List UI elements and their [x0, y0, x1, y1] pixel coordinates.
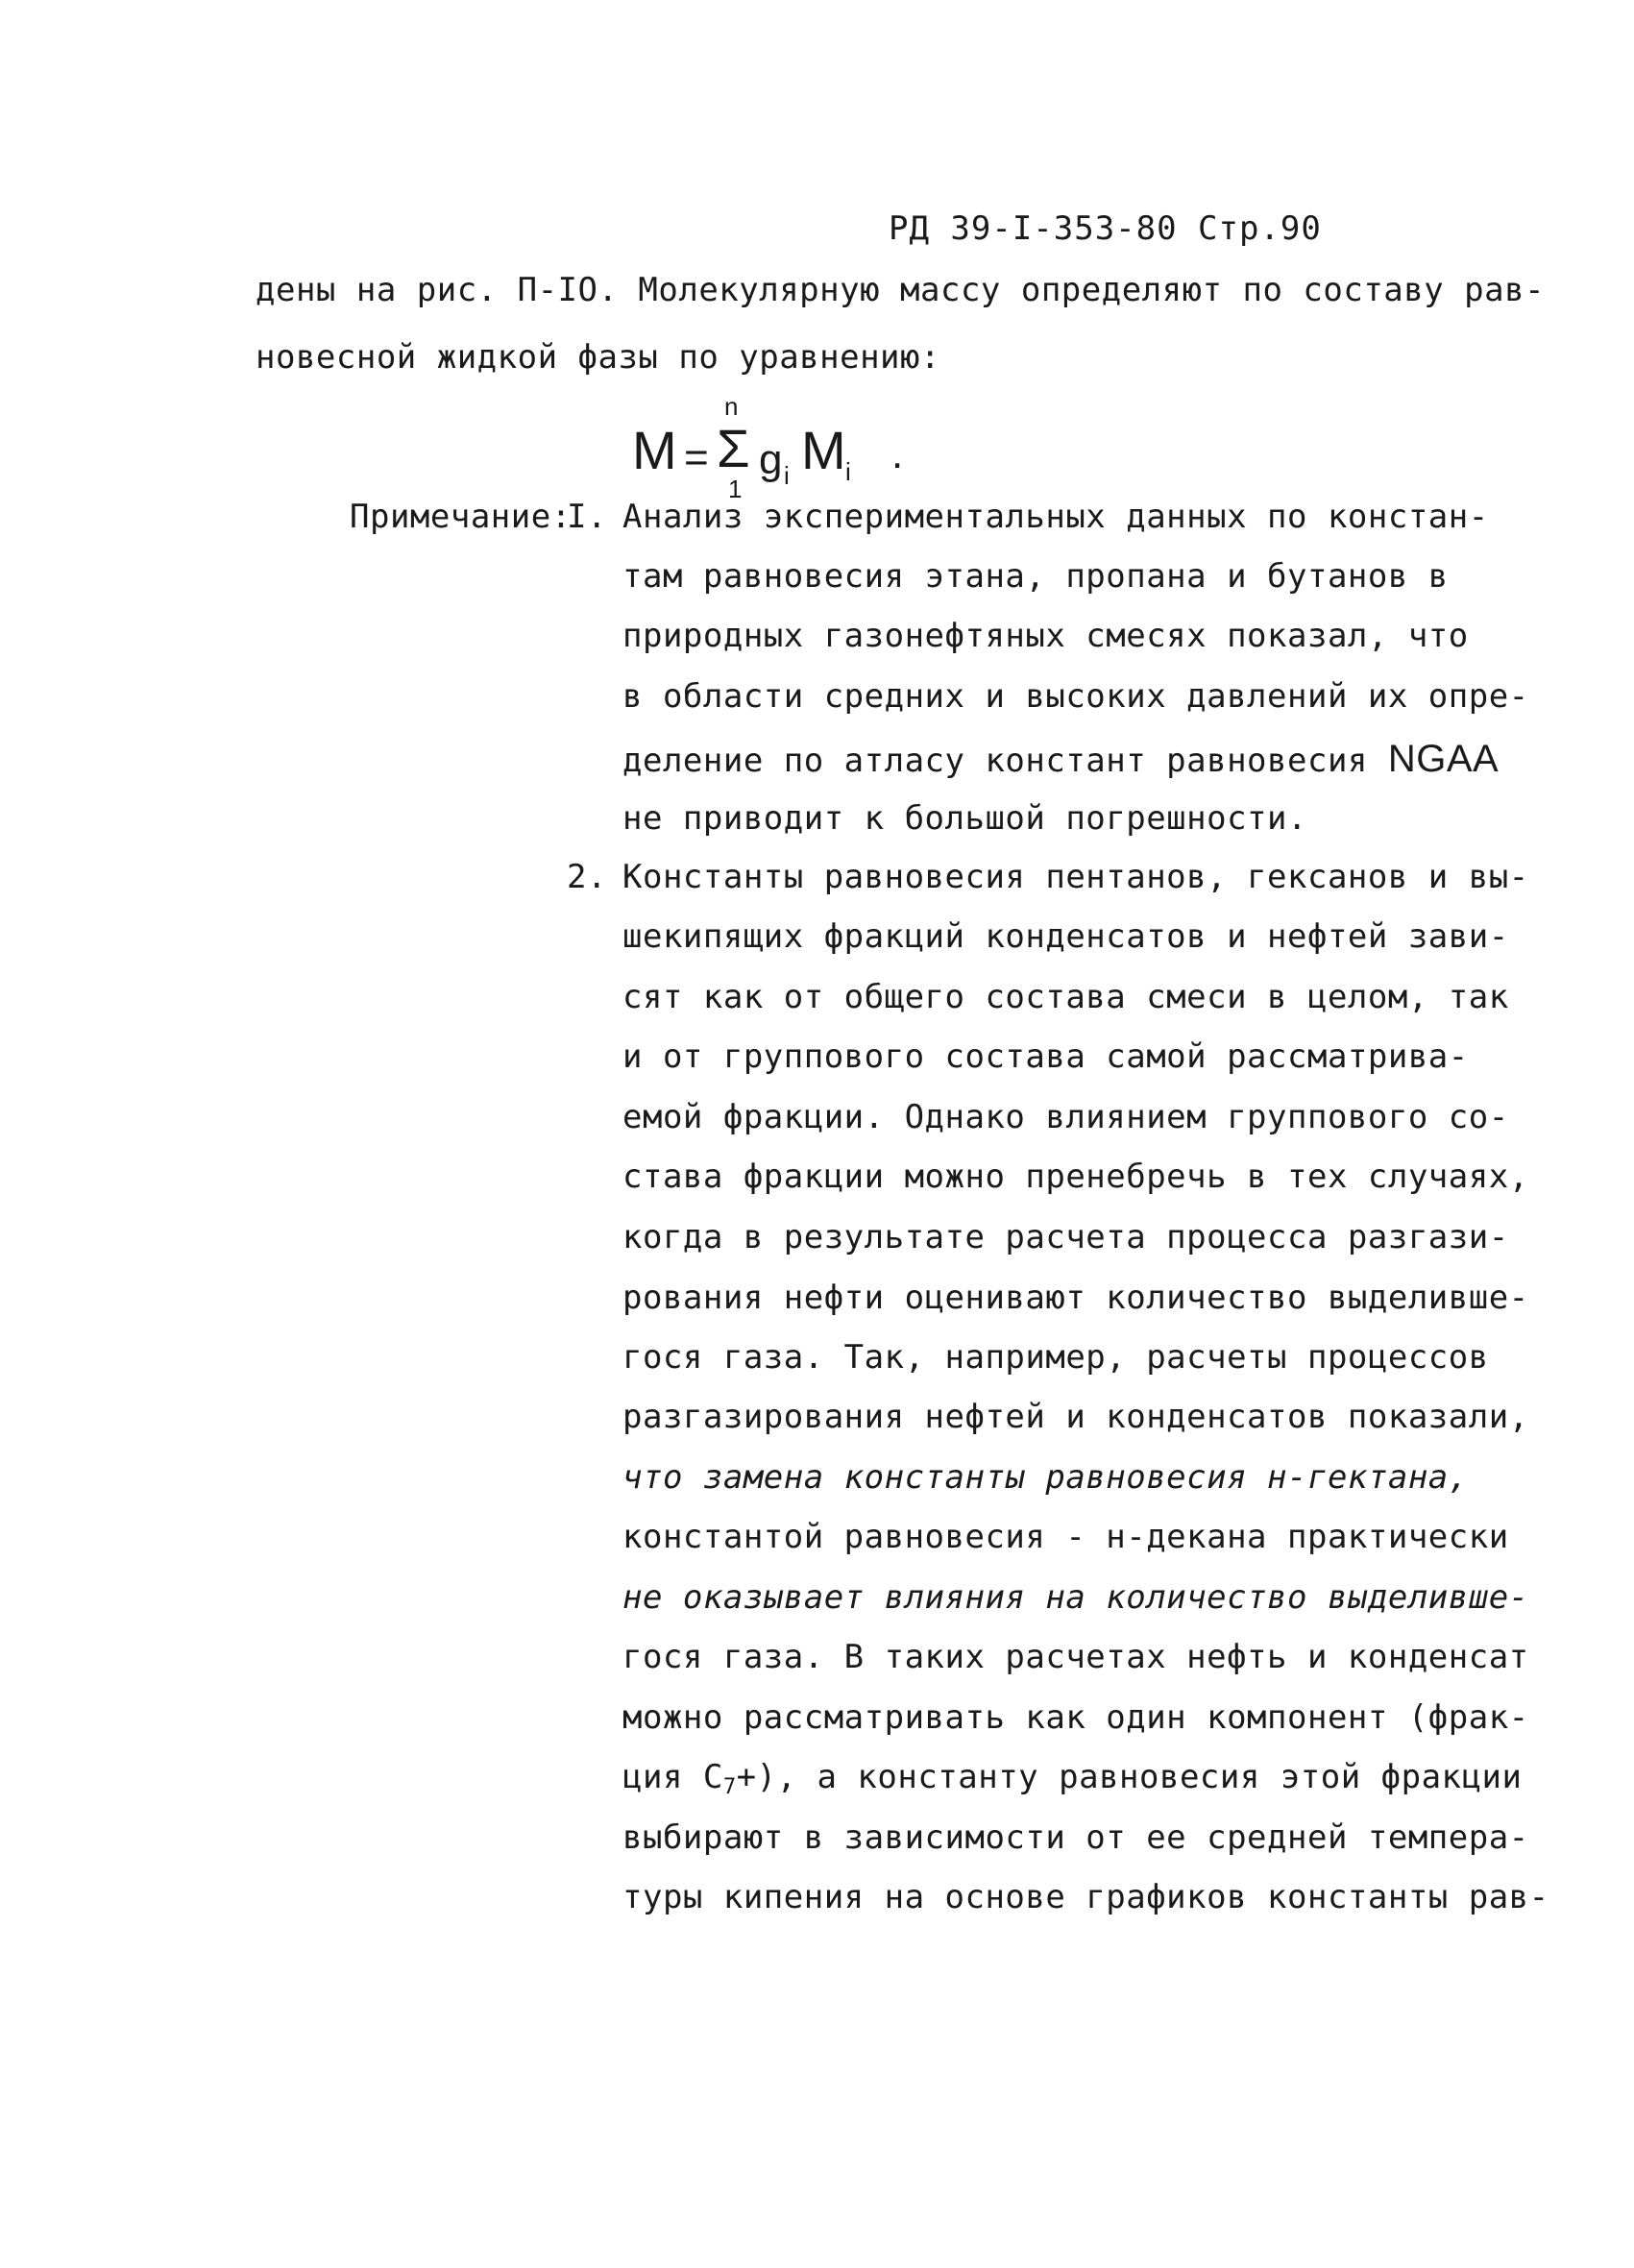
note-item-1-number: I. [567, 498, 607, 536]
note-item-2-line-9: гося газа. Так, например, расчеты процессов [622, 1338, 1489, 1377]
note-item-2-line-17: выбирают в зависимости от ее средней темпера- [622, 1818, 1529, 1857]
note-item-1-line-6: не приводит к большой погрешности. [622, 799, 1307, 838]
note-item-2-line-1: Константы равновесия пентанов, гексанов и вы- [622, 858, 1529, 896]
note-item-2-number: 2. [567, 858, 607, 896]
intro-line-2: новесной жидкой фазы по уравнению: [256, 338, 940, 377]
intro-line-1: дены на рис. П-IO. Молекулярную массу определяют по составу рав- [256, 271, 1546, 309]
c7-subscript: 7 [722, 1775, 737, 1799]
formula-g: g [759, 436, 783, 483]
note-item-2-line-12: константой равновесия - н-декана практически [622, 1518, 1509, 1556]
note-item-2-line-10: разгазирования нефтей и конденсатов показали, [622, 1398, 1529, 1436]
note-item-2-line-16-text: ция С [622, 1758, 723, 1796]
note-item-1-line-5-text: деление по атласу констант равновесия [622, 742, 1368, 780]
note-item-1-line-4: в области средних и высоких давлений их опре- [622, 677, 1529, 716]
note-item-2-line-8: рования нефти оценивают количество выделивше- [622, 1279, 1529, 1317]
note-item-2-line-16-rest: +), а константу равновесия этой фракции [736, 1758, 1523, 1796]
note-item-2-line-14: гося газа. В таких расчетах нефть и конденсат [622, 1638, 1529, 1676]
ngaa-label: NGAA [1387, 738, 1500, 780]
page-header-code: РД 39-I-353-80 Стр.90 [889, 209, 1322, 248]
formula-g-sub: i [784, 461, 790, 490]
note-item-2-line-11: что замена константы равновесия н-гектана, [622, 1458, 1469, 1497]
note-item-1-line-3: природных газонефтяных смесях показал, что [622, 617, 1469, 655]
note-item-2-line-2: шекипящих фракций конденсатов и нефтей зави- [622, 917, 1509, 956]
formula-lower-limit: 1 [728, 475, 743, 503]
note-item-1-line-1: Анализ экспериментальных данных по констан- [622, 498, 1489, 536]
formula-m: M [801, 420, 846, 480]
formula-upper-limit: n [724, 392, 739, 421]
note-item-2-line-7: когда в результате расчета процесса разгази- [622, 1218, 1509, 1256]
note-item-2-line-4: и от группового состава самой рассматрива- [622, 1037, 1469, 1076]
formula-lhs: M [632, 420, 677, 480]
note-item-2-line-5: емой фракции. Однако влиянием группового со- [622, 1098, 1509, 1136]
note-item-1-line-2: там равновесия этана, пропана и бутанов в [622, 557, 1449, 596]
sum-icon: Σ [717, 418, 750, 478]
formula-m-sub: i [845, 457, 851, 486]
note-item-2-line-16 [622, 1758, 1522, 1799]
note-item-2-line-3: сят как от общего состава смеси в целом, так [622, 978, 1509, 1016]
note-item-2-line-15: можно рассматривать как один компонент (фрак- [622, 1698, 1529, 1737]
note-item-2-line-13: не оказывает влияния на количество выделивше- [622, 1578, 1529, 1617]
note-item-2-line-6: става фракции можно пренебречь в тех случаях, [622, 1158, 1529, 1196]
note-item-1-line-5 [622, 738, 1499, 781]
formula-equals: = [684, 434, 709, 481]
note-label: Примечание: [350, 498, 572, 536]
note-item-2-line-18: туры кипения на основе графиков константы рав- [622, 1878, 1549, 1916]
formula-dot: . [891, 430, 904, 477]
